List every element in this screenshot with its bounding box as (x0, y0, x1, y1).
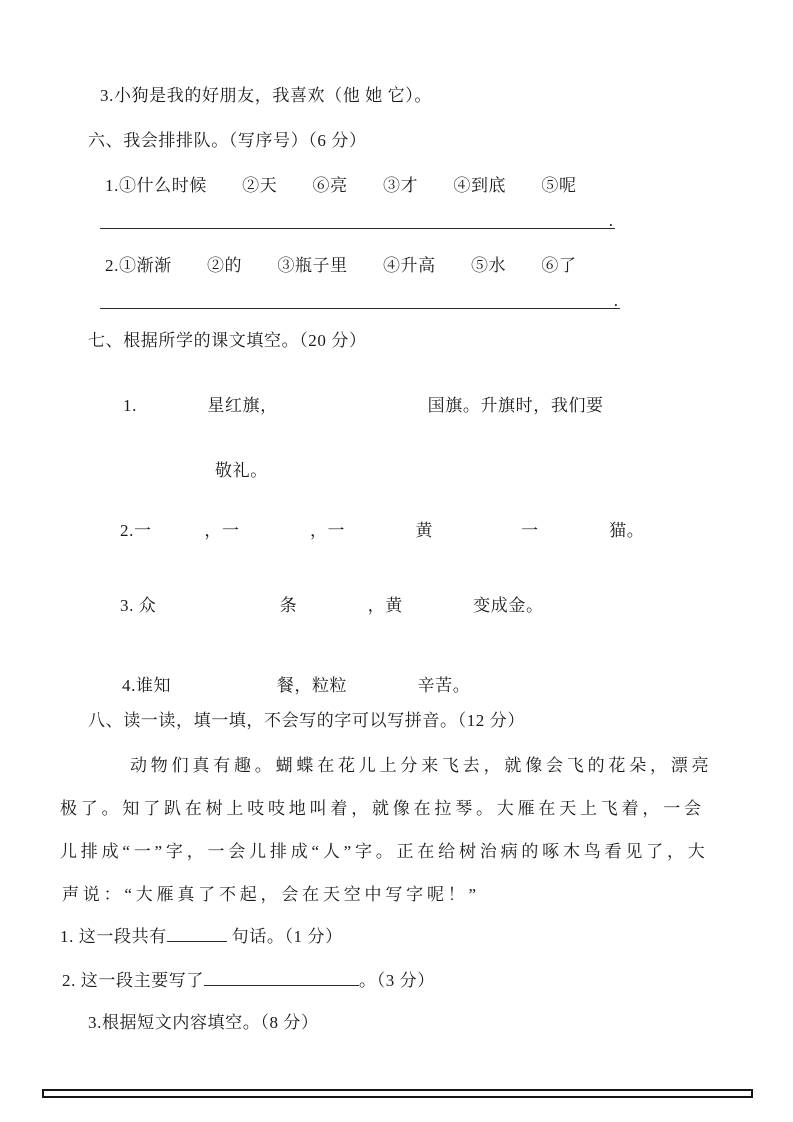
section-eight-question-2 (62, 971, 435, 991)
fill-in-blank (204, 971, 359, 986)
passage-line-2: 极了。知了趴在树上吱吱地叫着，就像在拉琴。大雁在天上飞着，一会 (60, 799, 705, 818)
passage-line-1: 动物们真有趣。蝴蝶在花儿上分来飞去，就像会飞的花朵，漂亮 (130, 756, 713, 775)
page-bottom-border-box (42, 1089, 753, 1098)
line-end-period: . (613, 291, 618, 310)
section-seven-item-1-line-1: 1. 星红旗， 国旗。升旗时，我们要 (123, 396, 604, 415)
fill-in-blank (167, 927, 227, 942)
answer-blank-line-2 (100, 283, 620, 309)
passage-line-3: 儿排成“一”字，一会儿排成“人”字。正在给树治病的啄木鸟看见了，大 (60, 842, 709, 861)
section-seven-title: 七、根据所学的课文填空。（20 分） (88, 331, 367, 350)
question-five-item-3: 3.小狗是我的好朋友，我喜欢（他 她 它）。 (100, 86, 432, 105)
question-1-text: 1. 这一段共有 (60, 927, 167, 946)
line-end-period: . (608, 211, 613, 230)
section-seven-item-4: 4.谁知 餐，粒粒 辛苦。 (122, 676, 471, 695)
section-seven-item-1-line-2: 敬礼。 (215, 461, 268, 480)
section-six-title: 六、我会排排队。（写序号）（6 分） (88, 131, 367, 150)
passage-line-4: 声说：“大雁真了不起，会在天空中写字呢！” (62, 885, 480, 904)
section-eight-title: 八、读一读，填一填，不会写的字可以写拼音。（12 分） (88, 711, 525, 730)
section-six-item-2: 2.①渐渐 ②的 ③瓶子里 ④升高 ⑤水 ⑥了 (105, 256, 577, 275)
section-seven-item-3: 3. 众 条 ，黄 变成金。 (120, 596, 544, 615)
question-1-text-end: 句话。（1 分） (226, 927, 343, 946)
section-eight-question-3: 3.根据短文内容填空。（8 分） (88, 1013, 319, 1032)
section-eight-question-1 (60, 927, 343, 947)
question-2-text: 2. 这一段主要写了 (62, 971, 204, 990)
section-six-item-1: 1.①什么时候 ②天 ⑥亮 ③才 ④到底 ⑤呢 (105, 176, 577, 195)
answer-blank-line-1 (100, 203, 615, 229)
section-seven-item-2: 2.一 ，一 ，一 黄 一 猫。 (120, 521, 645, 540)
question-2-text-end: 。（3 分） (359, 971, 435, 990)
